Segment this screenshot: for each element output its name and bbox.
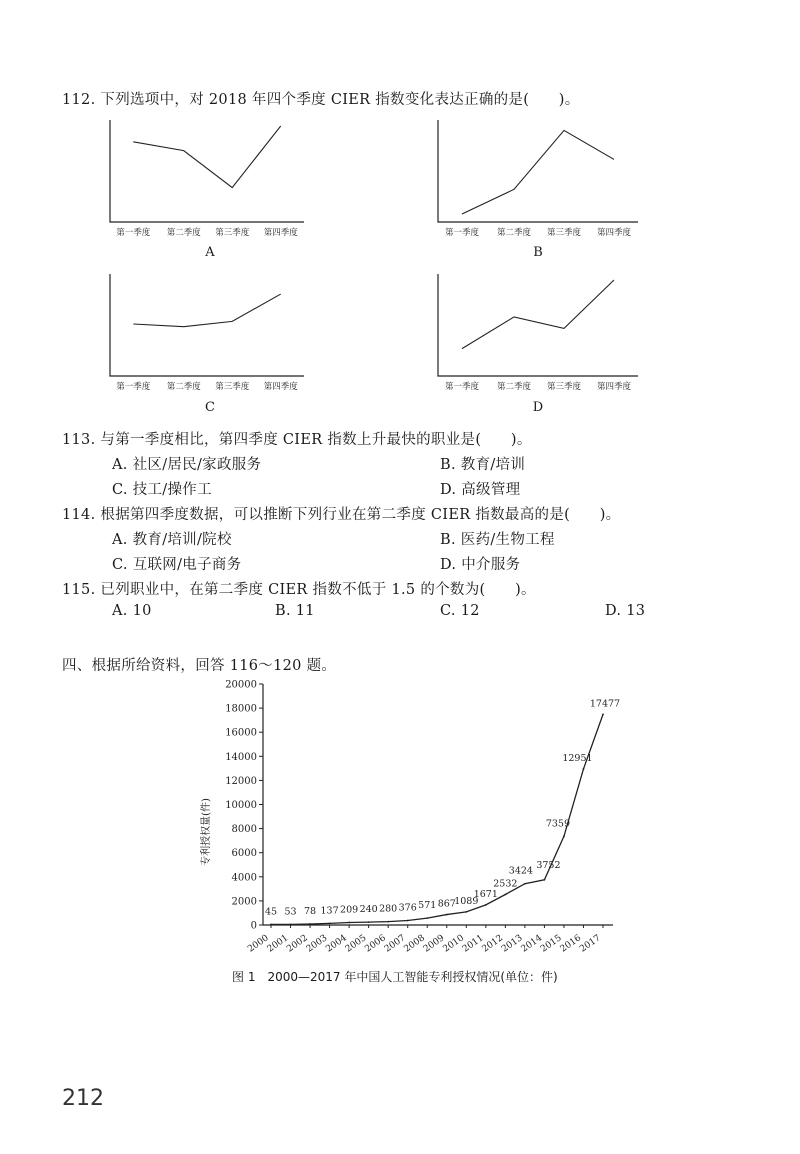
- data-point: [602, 714, 604, 716]
- x-tick-label: 2012: [480, 933, 506, 955]
- data-point: [290, 923, 292, 925]
- x-tick-label: 2010: [441, 933, 467, 955]
- q113-option-b: B. 教育/培训: [440, 457, 526, 473]
- x-tick-label: 2014: [519, 933, 545, 955]
- mini-chart-axes: [438, 274, 638, 376]
- mini-chart-line: [462, 280, 614, 349]
- q115-option-c: C. 12: [440, 603, 480, 619]
- y-axis-label: 专利授权量(件): [201, 798, 212, 866]
- y-tick-label: 8000: [231, 824, 257, 836]
- mini-quarter-label: 第三季度: [546, 228, 582, 238]
- y-tick-label: 12000: [225, 775, 257, 787]
- mini-quarter-label: 第一季度: [116, 382, 151, 392]
- chart-caption: 图 1 2000—2017 年中国人工智能专利授权情况(单位：件): [232, 970, 558, 984]
- mini-quarter-label: 第一季度: [444, 382, 480, 392]
- mini-chart-line: [133, 294, 280, 327]
- data-label: 867: [437, 898, 456, 910]
- x-tick-label: 2009: [421, 933, 447, 955]
- mini-quarter-label: 第四季度: [263, 228, 298, 238]
- data-label: 3424: [508, 865, 533, 877]
- data-point: [387, 921, 389, 923]
- section-4-heading: 四、根据所给资料，回答 116～120 题。: [62, 658, 337, 674]
- q114-option-c: C. 互联网/电子商务: [112, 557, 242, 573]
- q113-option-c: C. 技工/操作工: [112, 482, 212, 498]
- data-label: 12951: [562, 752, 593, 764]
- x-tick-label: 2017: [578, 933, 603, 955]
- y-tick-label: 10000: [225, 800, 257, 811]
- y-tick-label: 6000: [231, 848, 257, 860]
- data-label: 376: [398, 902, 417, 914]
- q115-option-a: A. 10: [112, 603, 152, 619]
- data-label: 2532: [493, 878, 518, 890]
- data-point: [504, 894, 506, 896]
- data-label: 240: [359, 904, 378, 916]
- y-tick-label: 2000: [231, 896, 257, 908]
- data-label: 1089: [454, 895, 479, 907]
- option-a-letter: A: [205, 245, 215, 260]
- q114-option-d: D. 中介服务: [440, 557, 521, 573]
- data-point: [329, 922, 331, 924]
- option-b-letter: B: [533, 245, 543, 260]
- data-label: 7359: [545, 818, 571, 830]
- mini-quarter-label: 第四季度: [596, 382, 632, 392]
- page-number: 212: [62, 1086, 104, 1111]
- mini-quarter-label: 第一季度: [116, 228, 151, 238]
- mini-quarter-label: 第二季度: [166, 228, 201, 238]
- data-label: 45: [264, 906, 278, 918]
- mini-quarter-label: 第二季度: [166, 382, 201, 392]
- data-point: [309, 923, 311, 925]
- mini-quarter-label: 第三季度: [215, 228, 250, 238]
- data-point: [426, 917, 428, 919]
- q115-option-b: B. 11: [275, 603, 315, 619]
- data-label: 280: [379, 903, 398, 915]
- data-label: 78: [304, 906, 317, 918]
- data-label: 137: [320, 905, 339, 917]
- q113-option-a: A. 社区/居民/家政服务: [112, 457, 262, 473]
- question-115-text: 115. 已列职业中，在第二季度 CIER 指数不低于 1.5 的个数为( )。: [62, 582, 536, 598]
- data-point: [368, 921, 370, 923]
- y-tick-label: 20000: [225, 679, 257, 691]
- mini-quarter-label: 第四季度: [263, 382, 298, 392]
- mini-chart-axes: [438, 120, 638, 222]
- option-d-chart: [436, 266, 642, 398]
- x-tick-label: 2006: [363, 933, 388, 955]
- data-label: 3752: [536, 859, 561, 871]
- y-tick-label: 14000: [225, 751, 257, 763]
- mini-quarter-label: 第一季度: [444, 228, 480, 238]
- x-tick-label: 2002: [285, 933, 310, 955]
- option-a-chart: [108, 112, 308, 244]
- mini-quarter-label: 第四季度: [596, 228, 632, 238]
- data-point: [563, 835, 565, 837]
- option-b-chart: [436, 112, 642, 244]
- question-113-text: 113. 与第一季度相比，第四季度 CIER 指数上升最快的职业是( )。: [62, 432, 532, 448]
- data-point: [583, 768, 585, 770]
- data-point: [446, 914, 448, 916]
- data-label: 1671: [473, 888, 498, 900]
- mini-quarter-label: 第二季度: [496, 382, 532, 392]
- patent-line-chart: [195, 672, 635, 962]
- mini-chart-axes: [110, 274, 304, 376]
- y-tick-label: 16000: [225, 727, 257, 739]
- data-point: [407, 920, 409, 922]
- x-tick-label: 2015: [539, 933, 564, 955]
- mini-chart-line: [462, 130, 614, 214]
- mini-quarter-label: 第三季度: [215, 382, 250, 392]
- x-tick-label: 2011: [461, 933, 486, 955]
- option-c-letter: C: [205, 400, 215, 415]
- data-point: [485, 904, 487, 906]
- mini-quarter-label: 第二季度: [496, 228, 532, 238]
- y-tick-label: 18000: [225, 703, 257, 715]
- data-label: 209: [340, 904, 359, 916]
- q115-option-d: D. 13: [605, 603, 646, 619]
- mini-quarter-label: 第三季度: [546, 382, 582, 392]
- mini-chart-axes: [110, 120, 304, 222]
- data-point: [270, 924, 272, 926]
- x-tick-label: 2001: [265, 933, 291, 955]
- x-tick-label: 2008: [402, 933, 427, 955]
- data-point: [348, 922, 350, 924]
- option-d-letter: D: [532, 400, 544, 415]
- data-label: 53: [284, 906, 297, 918]
- data-label: 17477: [589, 698, 621, 710]
- data-point: [544, 879, 546, 881]
- y-tick-label: 0: [250, 920, 257, 932]
- x-tick-label: 2013: [500, 933, 525, 955]
- x-tick-label: 2000: [246, 933, 271, 955]
- x-tick-label: 2016: [558, 933, 584, 955]
- data-point: [524, 883, 526, 885]
- q114-option-a: A. 教育/培训/院校: [112, 532, 232, 548]
- data-label: 571: [418, 900, 437, 912]
- question-112-text: 112. 下列选项中，对 2018 年四个季度 CIER 指数变化表达正确的是( )。: [62, 92, 580, 108]
- data-point: [465, 911, 467, 913]
- mini-chart-line: [133, 126, 280, 188]
- q114-option-b: B. 医药/生物工程: [440, 532, 555, 548]
- x-tick-label: 2007: [382, 933, 408, 955]
- x-tick-label: 2004: [324, 933, 349, 955]
- option-c-chart: [108, 266, 308, 398]
- x-tick-label: 2005: [343, 933, 369, 955]
- y-tick-label: 4000: [231, 872, 257, 884]
- x-tick-label: 2003: [304, 933, 330, 955]
- question-114-text: 114. 根据第四季度数据，可以推断下列行业在第二季度 CIER 指数最高的是( )。: [62, 507, 621, 523]
- q113-option-d: D. 高级管理: [440, 482, 521, 498]
